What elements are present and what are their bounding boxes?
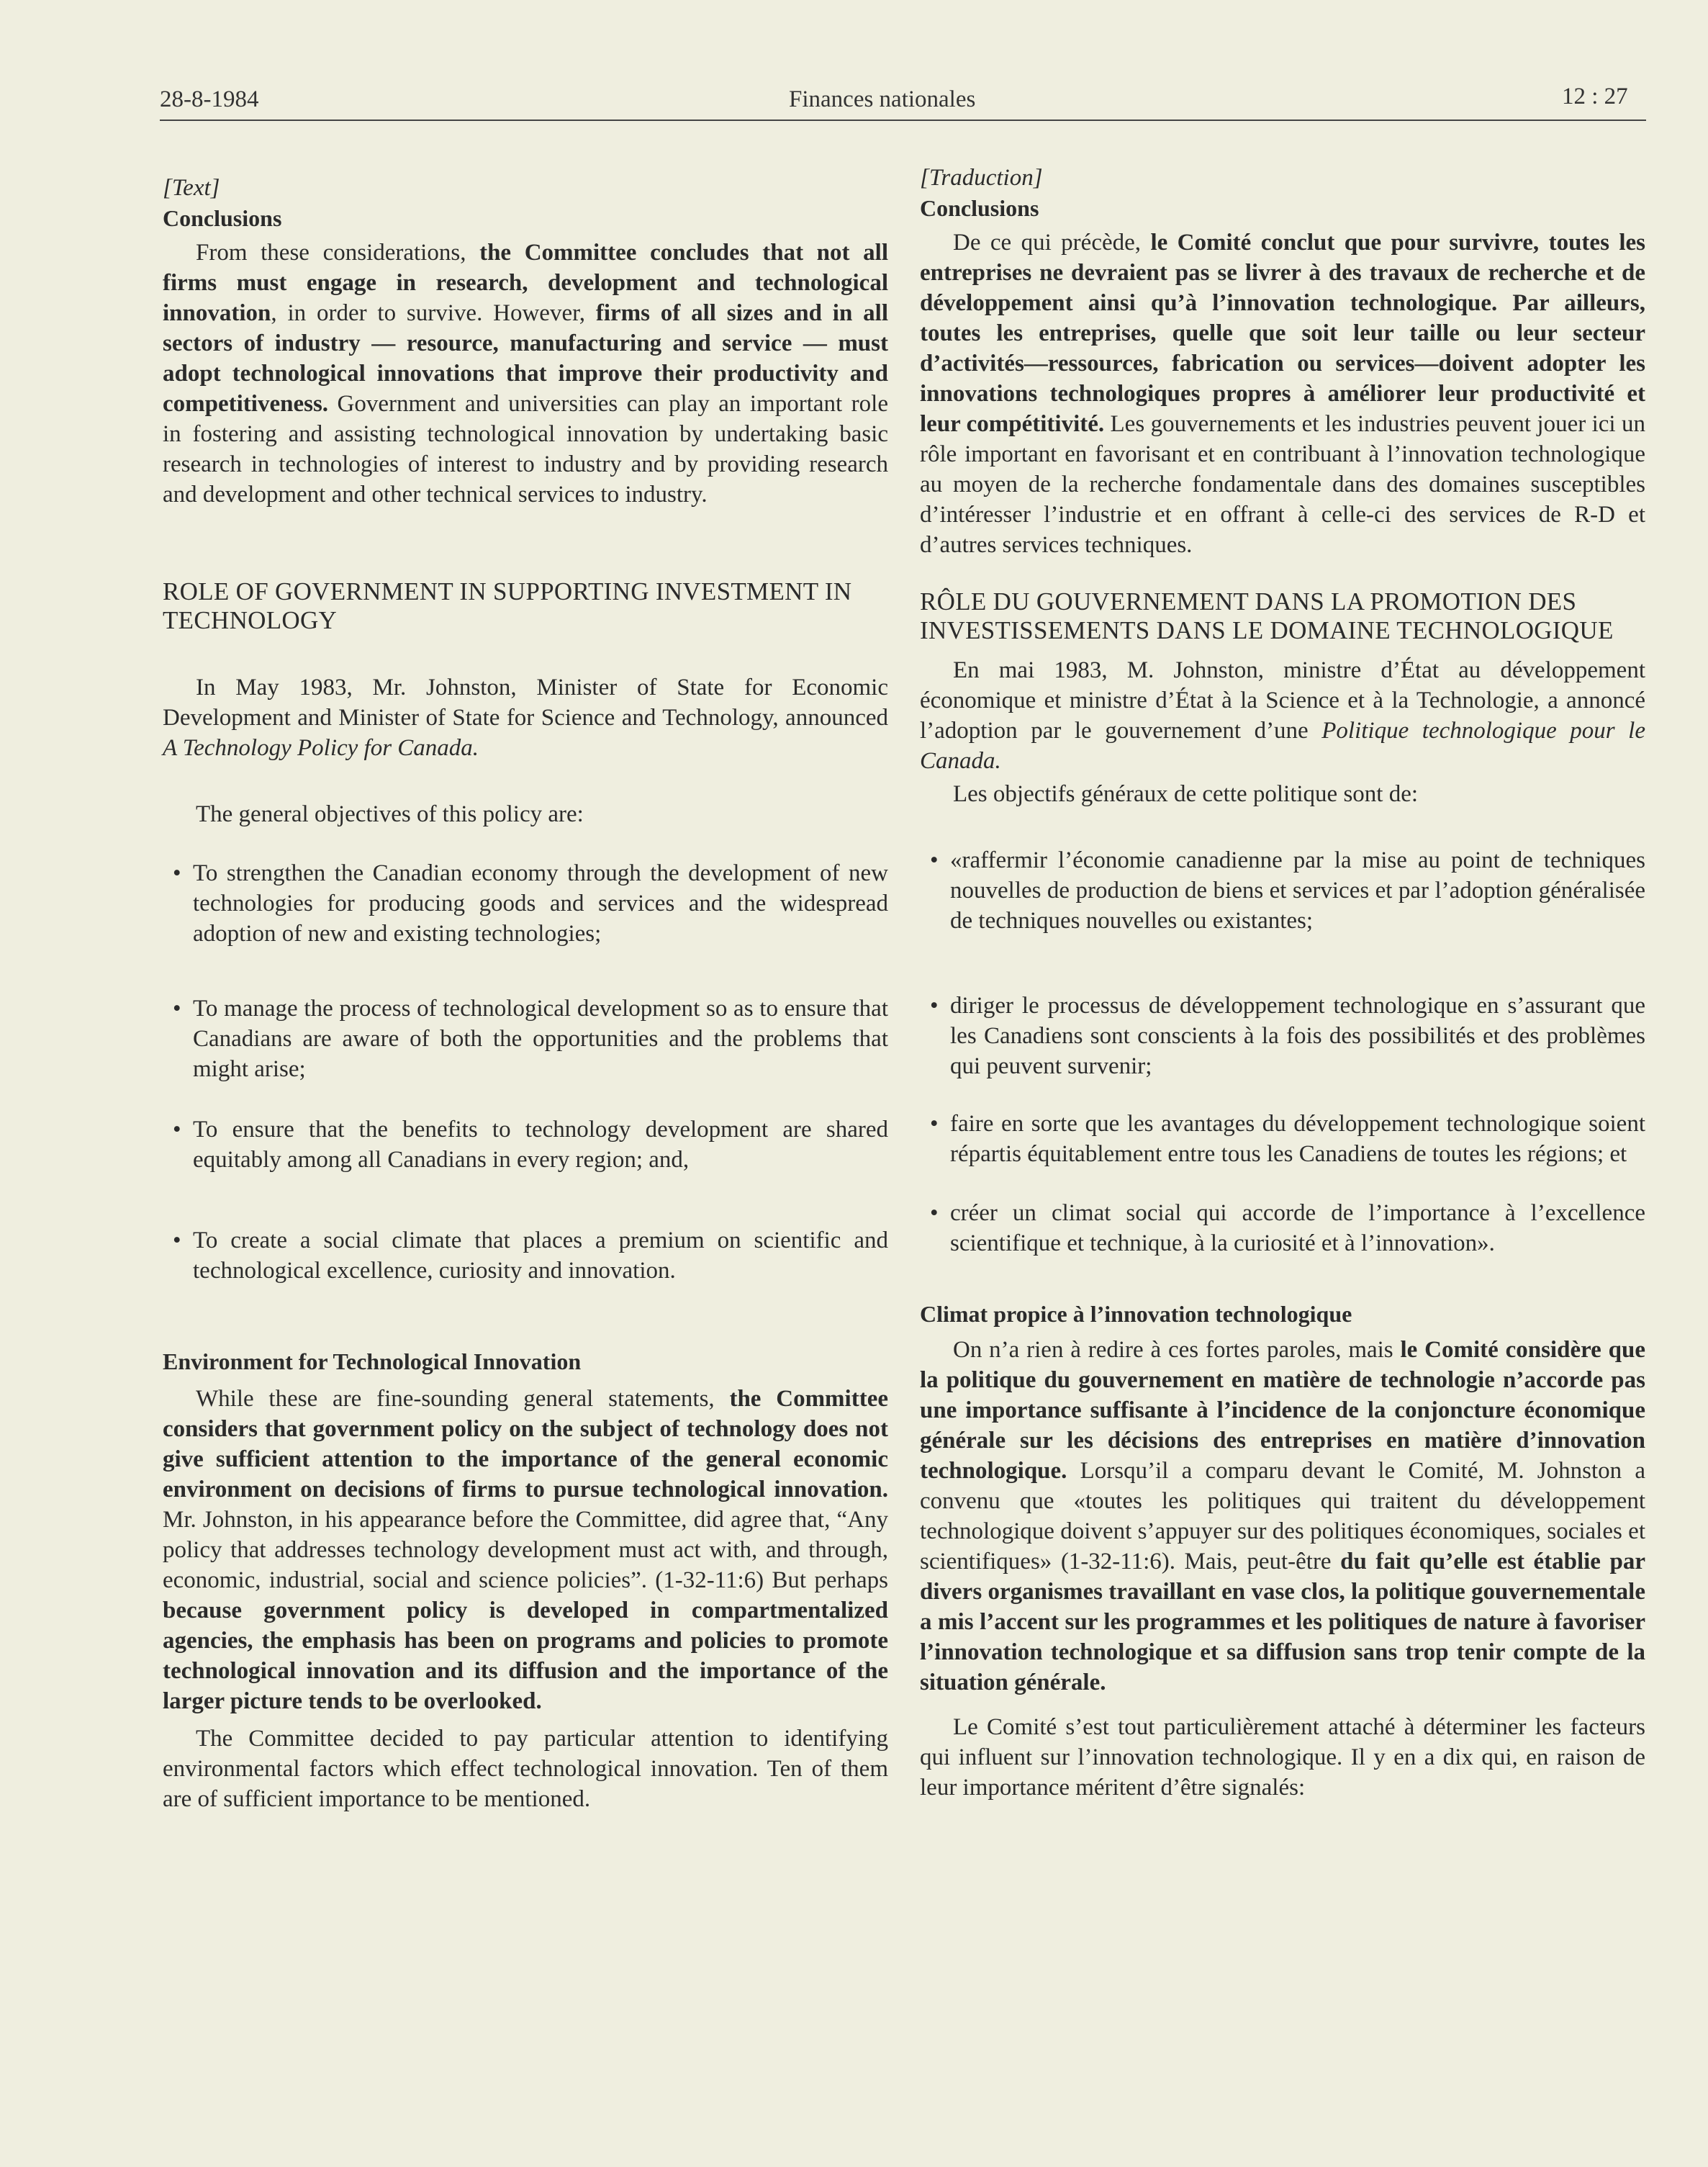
environment-run: While these are fine-sounding general statements, — [196, 1386, 730, 1412]
environment-paragraph — [920, 1335, 1645, 1698]
closing-paragraph: The Committee decided to pay particular attention to identifying environmental factors which effect technological innovation. Ten of them are of sufficient importance to be mentioned. — [163, 1726, 888, 1812]
objective-text: To ensure that the benefits to technology development are shared equitably among all Canadians in every region; and, — [193, 1117, 888, 1173]
conclusions-run: De ce qui précède, — [953, 230, 1151, 256]
environment-heading: Environment for Technological Innovation — [163, 1348, 582, 1374]
conclusions-run: , in order to survive. However, — [271, 300, 596, 326]
conclusions-heading: Conclusions — [163, 205, 282, 231]
may-1983-text: En mai 1983, M. Johnston, ministre d’État au développement économique et ministre d’État à la Science et à la Technologie, a annoncé l’adoption par le gouvernement d’une — [920, 657, 1645, 744]
objective-text: diriger le processus de développement technologique en s’assurant que les Canadiens sont conscients à la fois des possibilités et des problèmes qui peuvent survenir; — [950, 993, 1645, 1079]
objective-item — [163, 1225, 888, 1286]
environment-run-bold: the Committee considers that government policy on the subject of technology does not give sufficient attention to the importance of the general economic environment on decisions of firms to pursue technological innovation. — [163, 1386, 888, 1503]
bullet-icon: • — [930, 847, 939, 873]
conclusions-paragraph — [920, 227, 1645, 560]
environment-run-bold: du fait qu’elle est établie par divers organismes travaillant en vase clos, la politique gouvernementale a mis l’accent sur les programmes et les politiques de nature à favoriser l’innovation technologique et sa diffusion sans trop tenir compte de la situation générale. — [920, 1549, 1645, 1695]
role-heading: ROLE OF GOVERNMENT IN SUPPORTING INVESTMENT IN TECHNOLOGY — [163, 577, 852, 634]
objective-item — [920, 1198, 1645, 1258]
conclusions-run: Les gouvernements et les industries peuvent jouer ici un rôle important en favorisant et en contribuant à l’innovation technologique au moyen de la recherche fondamentale dans des domaines susceptibles d’intéresser l’industrie et en offrant à celle-ci des services de R-D et d’autres services techniques. — [920, 411, 1645, 558]
bullet-icon: • — [930, 1200, 939, 1226]
closing-paragraph: Le Comité s’est tout particulièrement attaché à déterminer les facteurs qui influent sur l’innovation technologique. Il y en a dix qui, en raison de leur importance méritent d’être signalés: — [920, 1714, 1645, 1801]
bullet-icon: • — [173, 860, 181, 886]
conclusions-run-bold: the Committee concludes that not all firms must engage in research, development and technological innovation — [163, 240, 888, 326]
objective-text: «raffermir l’économie canadienne par la mise au point de techniques nouvelles de production de biens et services et par l’adoption généralisée de techniques nouvelles ou existantes; — [950, 847, 1645, 934]
environment-paragraph — [163, 1384, 888, 1716]
header-rule — [160, 120, 1646, 121]
header-title: Finances nationales — [789, 86, 976, 112]
environment-run: On n’a rien à redire à ces fortes paroles, mais — [953, 1337, 1401, 1363]
objective-text: créer un climat social qui accorde de l’importance à l’excellence scientifique et technique, à la curiosité et à l’innovation». — [950, 1200, 1645, 1256]
policy-title: Politique technologique pour le Canada. — [920, 718, 1646, 774]
bullet-icon: • — [930, 1111, 939, 1137]
text-tag: [Text] — [163, 175, 220, 201]
bullet-icon: • — [930, 993, 939, 1019]
conclusions-run-bold: firms of all sizes and in all sectors of industry — resource, manufacturing and service — must adopt technological innovations that improve their productivity and competitiveness. — [163, 300, 888, 417]
objective-item — [163, 858, 888, 949]
objective-item — [163, 994, 888, 1084]
conclusions-run: From these considerations, — [196, 240, 480, 266]
bullet-icon: • — [173, 1227, 181, 1253]
conclusions-run: Government and universities can play an important role in fostering and assisting technological innovation by undertaking basic research in technologies of interest to industry and by providing research and development and other technical services to industry. — [163, 391, 888, 508]
objective-text: To strengthen the Canadian economy through the development of new technologies for producing goods and services and the widespread adoption of new and existing technologies; — [193, 860, 888, 947]
role-heading: RÔLE DU GOUVERNEMENT DANS LA PROMOTION DES INVESTISSEMENTS DANS LE DOMAINE TECHNOLOGIQUE — [920, 587, 1614, 644]
objective-item — [163, 1114, 888, 1175]
objective-text: To manage the process of technological development so as to ensure that Canadians are aware of both the opportunities and the problems that might arise; — [193, 996, 888, 1082]
may-1983-text: In May 1983, Mr. Johnston, Minister of State for Economic Development and Minister of State for Science and Technology, announced — [163, 675, 888, 731]
environment-run-bold: because government policy is developed in compartmentalized agencies, the emphasis has been on programs and policies to promote technological innovation and its diffusion and the importance of the larger picture tends to be overlooked. — [163, 1598, 888, 1714]
environment-heading: Climat propice à l’innovation technologique — [920, 1301, 1352, 1327]
environment-run: Lorsqu’il a comparu devant le Comité, M. Johnston a convenu que «toutes les politiques qui traitent du développement technologique doivent s’appuyer sur des politiques économiques, sociales et scientifiques» (1-32-11:6). Mais, peut-être — [920, 1458, 1645, 1574]
english-column — [163, 173, 888, 1814]
conclusions-heading: Conclusions — [920, 195, 1039, 221]
conclusions-run-bold: le Comité conclut que pour survivre, toutes les entreprises ne devraient pas se livrer à des travaux de recherche et de développement ainsi qu’à l’innovation technologique. Par ailleurs, toutes les entreprises, quelle que soit leur taille ou leur secteur d’activités—ressources, fabrication ou services—doivent adopter les innovations technologiques propres à améliorer leur productivité et leur compétitivité. — [920, 230, 1645, 437]
objectives-intro: Les objectifs généraux de cette politique sont de: — [953, 781, 1419, 807]
objective-item — [920, 1109, 1645, 1169]
may-1983-paragraph — [163, 672, 888, 763]
objective-item — [920, 845, 1645, 936]
objectives-intro: The general objectives of this policy are: — [196, 801, 584, 827]
may-1983-paragraph — [920, 655, 1645, 776]
objective-text: faire en sorte que les avantages du développement technologique soient répartis équitablement entre tous les Canadiens de toutes les régions; et — [950, 1111, 1645, 1167]
environment-run-bold: le Comité considère que la politique du gouvernement en matière de technologie n’accorde pas une importance suffisante à l’incidence de la conjoncture économique générale sur les décisions des entreprises en matière d’innovation technologique. — [920, 1337, 1645, 1484]
text-tag: [Traduction] — [920, 165, 1043, 191]
bullet-icon: • — [173, 996, 181, 1022]
objective-item — [920, 991, 1645, 1081]
header-page-number: 12 : 27 — [1562, 84, 1628, 109]
environment-run: Mr. Johnston, in his appearance before the Committee, did agree that, “Any policy that addresses technology development must act with, and through, economic, industrial, social and science policies”. (1-32-11:6) But perhaps — [163, 1507, 888, 1593]
objective-text: To create a social climate that places a premium on scientific and technological excellence, curiosity and innovation. — [193, 1227, 888, 1284]
policy-title: A Technology Policy for Canada. — [163, 735, 479, 761]
bullet-icon: • — [173, 1117, 181, 1143]
french-column — [920, 163, 1645, 1803]
conclusions-paragraph — [163, 238, 888, 510]
header-date: 28-8-1984 — [160, 86, 259, 112]
